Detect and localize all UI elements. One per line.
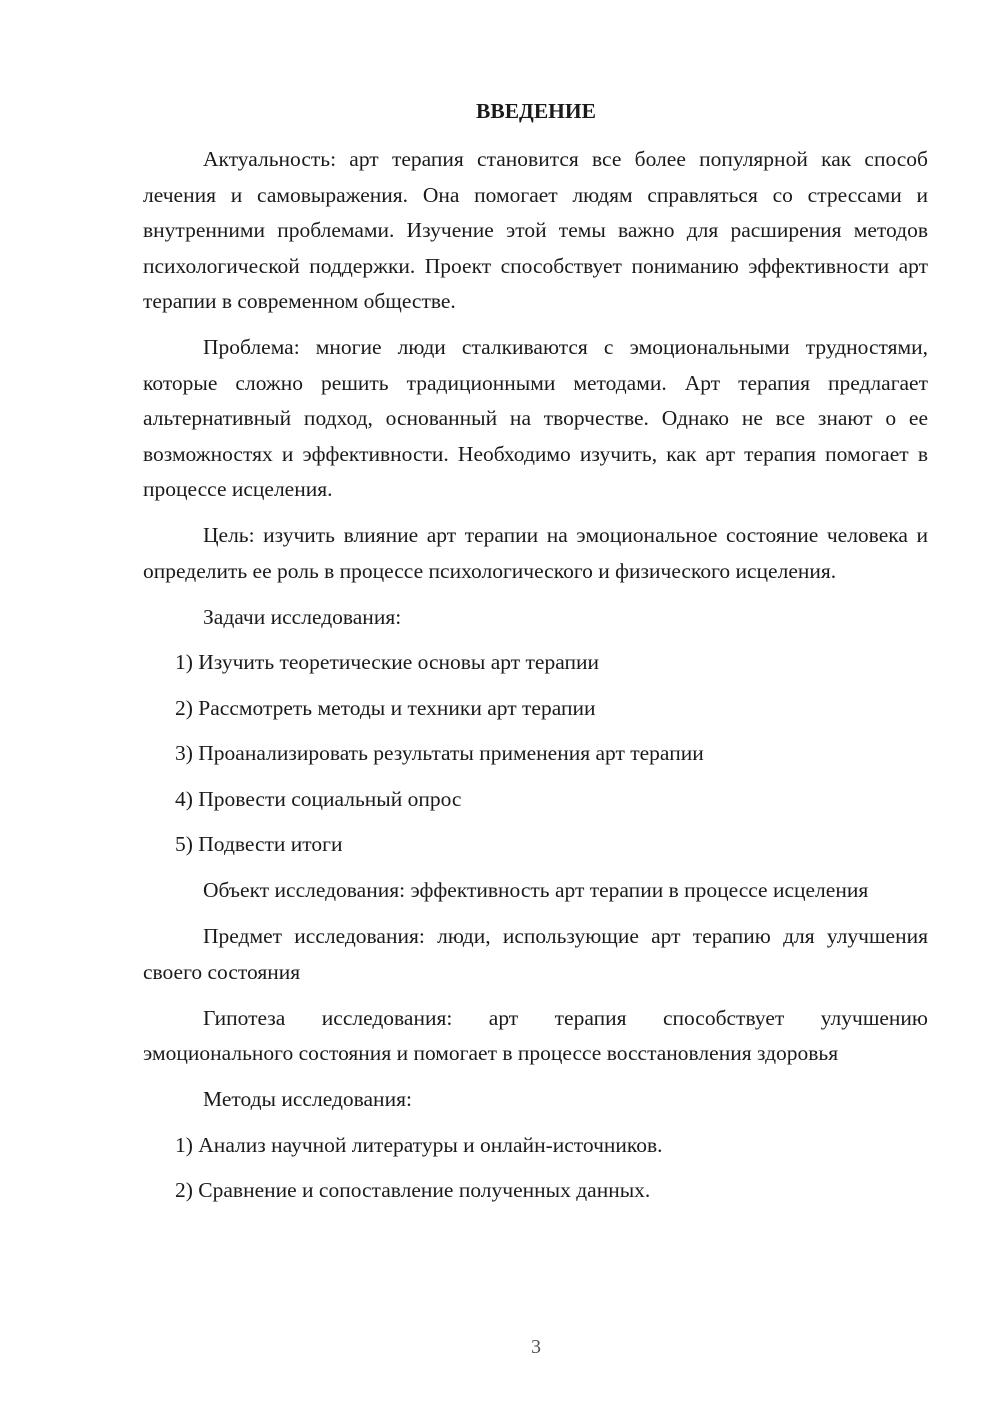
task-item: 5) Подвести итоги	[175, 832, 343, 856]
method-item: 2) Сравнение и сопоставление полученных данных.	[175, 1178, 651, 1202]
tasks-heading: Задачи исследования:	[203, 604, 402, 629]
object-paragraph: Объект исследования: эффективность арт терапии в процессе исцеления	[203, 878, 869, 902]
goal-paragraph: Цель: изучить влияние арт терапии на эмоциональное состояние человека и определить ее роль в процессе психологического и физического исцеления.	[143, 523, 928, 583]
task-item: 4) Провести социальный опрос	[175, 786, 462, 811]
task-item: 1) Изучить теоретические основы арт терапии	[175, 650, 599, 674]
task-item: 2) Рассмотреть методы и техники арт терапии	[175, 695, 596, 720]
subject-paragraph: Предмет исследования: люди, использующие арт терапию для улучшения своего состояния	[143, 924, 928, 984]
relevance-paragraph: Актуальность: арт терапия становится все более популярной как способ лечения и самовыражения. Она помогает людям справляться со стрессами и внутренними проблемами. Изучение этой темы важно для расширения методов психологической поддержки. Проект способствует пониманию эффективности арт терапии в современном обществе.	[143, 147, 928, 313]
task-item: 3) Проанализировать результаты применения арт терапии	[175, 741, 704, 765]
method-item: 1) Анализ научной литературы и онлайн-источников.	[175, 1132, 663, 1157]
document-body	[143, 142, 928, 1209]
problem-paragraph: Проблема: многие люди сталкиваются с эмоциональными трудностями, которые сложно решить традиционными методами. Арт терапия предлагает альтернативный подход, основанный на творчестве. Однако не все знают о ее возможностях и эффективности. Необходимо изучить, как арт терапия помогает в процессе исцеления.	[143, 335, 928, 501]
hypothesis-paragraph: Гипотеза исследования: арт терапия способствует улучшению эмоционального состояния и помогает в процессе восстановления здоровья	[143, 1005, 928, 1065]
methods-heading: Методы исследования:	[203, 1087, 412, 1111]
section-title: ВВЕДЕНИЕ	[476, 99, 596, 123]
page-number: 3	[531, 1336, 541, 1358]
